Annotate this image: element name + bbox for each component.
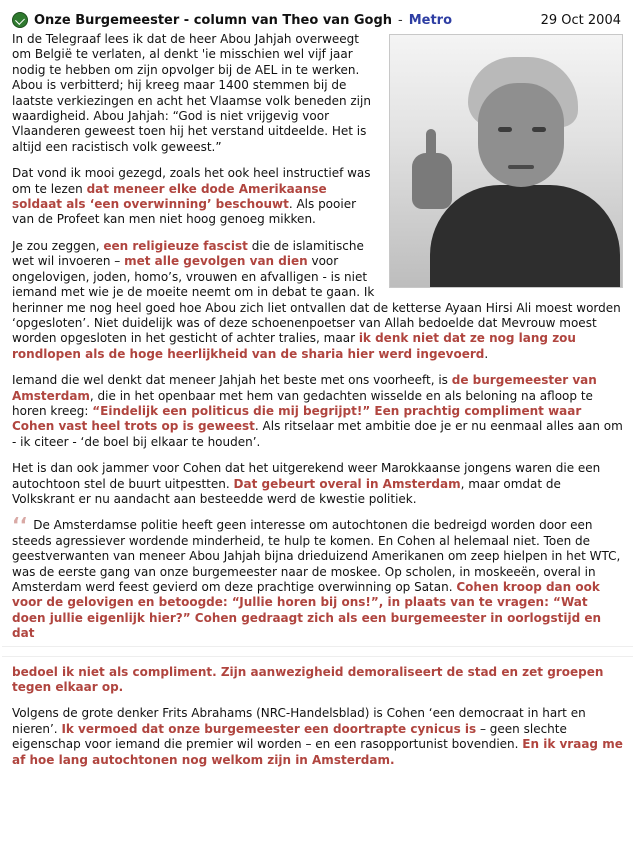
p4-highlight-2: “Eindelijk een politicus die mij begrijpt!” Een prachtig compliment waar Cohen vast heel trots op is geweest (12, 403, 582, 434)
p6-text: De Amsterdamse politie heeft geen interesse om autochtonen die bedreigd worden door een steeds agressiever wordende minderheid, te hulp te komen. En Cohen al helemaal niet. Toen de geestverwanten van meneer Abou Jahjah bijna drieduizend Amerikanen om zeep hielpen in het WTC, was de eerste gang van onze burgemeester naar de moskee. Op scholen, in moskeeën, overal in Amsterdam werd feest gevierd om deze prachtige overwinning op Satan. (12, 518, 621, 594)
p4-text-end: . Als ritselaar met ambitie doe je er nu eenmaal alles aan om - ik citeer - ‘de boel bij elkaar te houden’. (12, 419, 623, 449)
p4-highlight-1: de burgemeester van Amsterdam (12, 373, 597, 403)
p5-text-end: , maar omdat de Volkskrant er nu aandacht aan besteedde werd de kwestie politiek. (12, 476, 561, 506)
p3-highlight-2: met alle gevolgen van dien (124, 254, 308, 269)
p4-text: Iemand die wel denkt dat meneer Jahjah het beste met ons voorheeft, is (12, 373, 452, 388)
title-separator: - (398, 12, 403, 28)
p8-highlight-1: Ik vermoed dat onze burgemeester een doortrapte cynicus is (61, 721, 477, 736)
p5-text: Het is dan ook jammer voor Cohen dat het uitgerekend weer Marokkaanse jongens waren die een autochtoon stel de buurt uitpestten. (12, 461, 601, 491)
paragraph-4 (12, 373, 623, 450)
scan-seam-divider (2, 646, 633, 657)
paragraph-7: bedoel ik niet als compliment. Zijn aanwezigheid demoraliseert de stad en zet groepen tegen elkaar op. (12, 664, 604, 695)
paragraph-5 (12, 461, 623, 507)
p2-text: Dat vond ik mooi gezegd, zoals het ook heel instructief was om te lezen (12, 166, 371, 196)
p8-text: Volgens de grote denker Frits Abrahams (NRC-Handelsblad) is Cohen ‘een democraat in hart en nieren’. (12, 706, 586, 736)
p3-text-2: die de islamitische wet wil invoeren – (12, 238, 364, 269)
p3-text: Je zou zeggen, (12, 238, 104, 253)
p8-highlight-2: En ik vraag me af hoe lang autochtonen nog welkom zijn in Amsterdam. (12, 737, 623, 767)
article-date: 29 Oct 2004 (540, 12, 621, 28)
p3-text-end: . (484, 346, 489, 361)
p3-text-3: voor ongelovigen, joden, homo’s, vrouwen en afvalligen - is niet iemand met wie je de moeite neemt om in debat te gaan. Ik herinner me nog heel goed hoe Abou zich liet ontvallen dat de ketterse Ayaan Hirsi Ali moest worden ‘opgesloten’. Niet duidelijk was of deze schoenenpoetser van Allah bedoelde dat Mevrouw moest worden opgesloten in het gesticht of achter tralies, maar (12, 254, 621, 346)
p6-highlight: Cohen kroop dan ook voor de gelovigen en betoogde: “Jullie horen bij ons!”, in plaats van te vragen: “Wat doen jullie eigenlijk hier?” Cohen gedraagt zich als een burgemeester in oorlogstijd en dat (12, 580, 602, 641)
paragraph-8 (12, 706, 623, 768)
p2-highlight: dat meneer elke dode Amerikaanse soldaat als ‘een overwinning’ beschouwt (12, 181, 327, 212)
p3-highlight-3: ik denk niet dat ze nog lang zou rondlopen als de hoge heerlijkheid van de sharia hier werd ingevoerd (12, 331, 576, 361)
paragraph-6 (12, 513, 623, 641)
p8-text-2: – geen slechte eigenschap voor iemand die premier wil worden – en een rasopportunist bovendien. (12, 721, 567, 752)
logo-icon (12, 12, 28, 28)
paragraph-1: In de Telegraaf lees ik dat de heer Abou Jahjah overweegt om België te verlaten, al denkt 'ie misschien wel vijf jaar nodig te hebben om zijn opvolger bij de AEL in te werken. Abou is verbitterd; hij kreeg maar 1400 stemmen bij de laatste verkiezingen en acht het Vlaamse volk beneden zijn waardigheid. Abou Jahjah: “God is niet vrijgevig voor Vlaanderen geweest toen hij het verstand uitdeelde. Het is altijd een racistisch volk geweest.” (12, 32, 371, 154)
article-title: Onze Burgemeester - column van Theo van Gogh (34, 12, 393, 28)
p4-text-2: , die in het openbaar met hem van gedachten wisselde en als beloning na afloop te horen kreeg: (12, 388, 593, 418)
source-link[interactable]: Metro (408, 12, 453, 28)
quote-mark-icon: ‘‘ (12, 513, 28, 538)
p5-highlight: Dat gebeurt overal in Amsterdam (233, 476, 461, 491)
p3-highlight-1: een religieuze fascist (103, 238, 248, 253)
p2-text-end: . Als pooier van de Profeet kan men niet hoog genoeg mikken. (12, 197, 357, 227)
article-body (10, 30, 625, 768)
article-header (10, 8, 625, 30)
author-photo (389, 34, 623, 288)
